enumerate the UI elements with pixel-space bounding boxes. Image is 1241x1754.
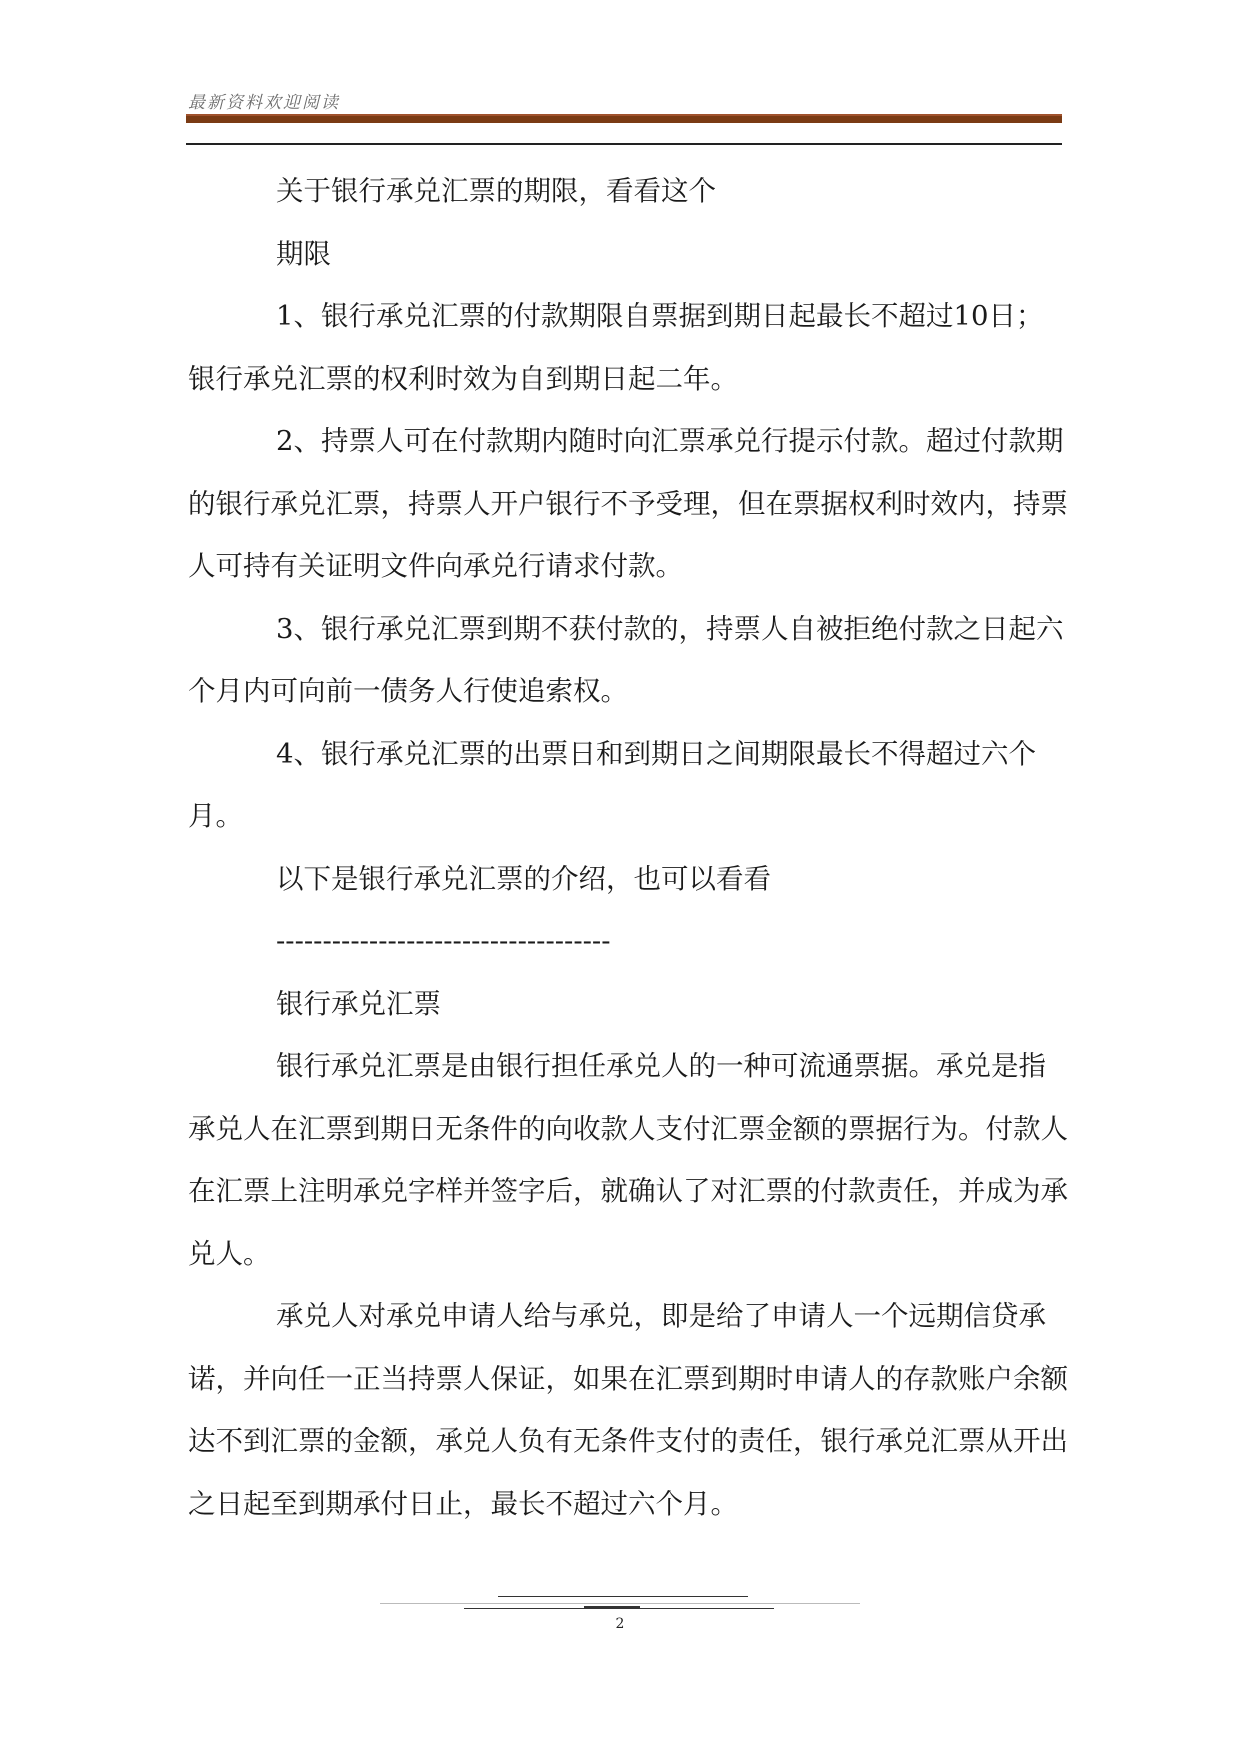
header-rule-thick — [186, 114, 1062, 123]
paragraph-subtitle-period: 期限 — [276, 237, 331, 270]
footer-rules — [380, 1596, 860, 1616]
paragraph-definition: 银行承兑汇票是由银行担任承兑人的一种可流通票据。承兑是指承兑人在汇票到期日无条件的向收款人支付汇票金额的票据行为。付款人在汇票上注明承兑字样并签字后，就确认了对汇票的付款责任，并成为承兑人。 — [188, 1050, 1068, 1270]
running-header: 最新资料欢迎阅读 — [188, 93, 340, 113]
paragraph-title: 关于银行承兑汇票的期限，看看这个 — [276, 175, 716, 207]
header-rule-thin — [186, 143, 1062, 145]
paragraph-heading-bank-acceptance: 银行承兑汇票 — [276, 987, 441, 1020]
separator-dashes: ------------------------------------ — [276, 925, 611, 957]
paragraph-intro: 以下是银行承兑汇票的介绍，也可以看看 — [276, 862, 771, 895]
paragraph-acceptor-commitment: 承兑人对承兑申请人给与承兑，即是给了申请人一个远期信贷承诺，并向任一正当持票人保证，如果在汇票到期时申请人的存款账户余额达不到汇票的金额，承兑人负有无条件支付的责任，银行承兑汇票从开出之日起至到期承付日止，最长不超过六个月。 — [188, 1300, 1068, 1520]
paragraph-item-1: 1、银行承兑汇票的付款期限自票据到期日起最长不超过10日；银行承兑汇票的权利时效为自到期日起二年。 — [188, 300, 1044, 395]
document-body — [188, 160, 1068, 1535]
page-number: 2 — [615, 1616, 625, 1632]
paragraph-item-2: 2、持票人可在付款期内随时向汇票承兑行提示付款。超过付款期的银行承兑汇票，持票人开户银行不予受理，但在票据权利时效内，持票人可持有关证明文件向承兑行请求付款。 — [188, 425, 1068, 582]
paragraph-item-3: 3、银行承兑汇票到期不获付款的，持票人自被拒绝付款之日起六个月内可向前一债务人行使追索权。 — [188, 612, 1064, 707]
paragraph-item-4: 4、银行承兑汇票的出票日和到期日之间期限最长不得超过六个月。 — [188, 737, 1036, 832]
